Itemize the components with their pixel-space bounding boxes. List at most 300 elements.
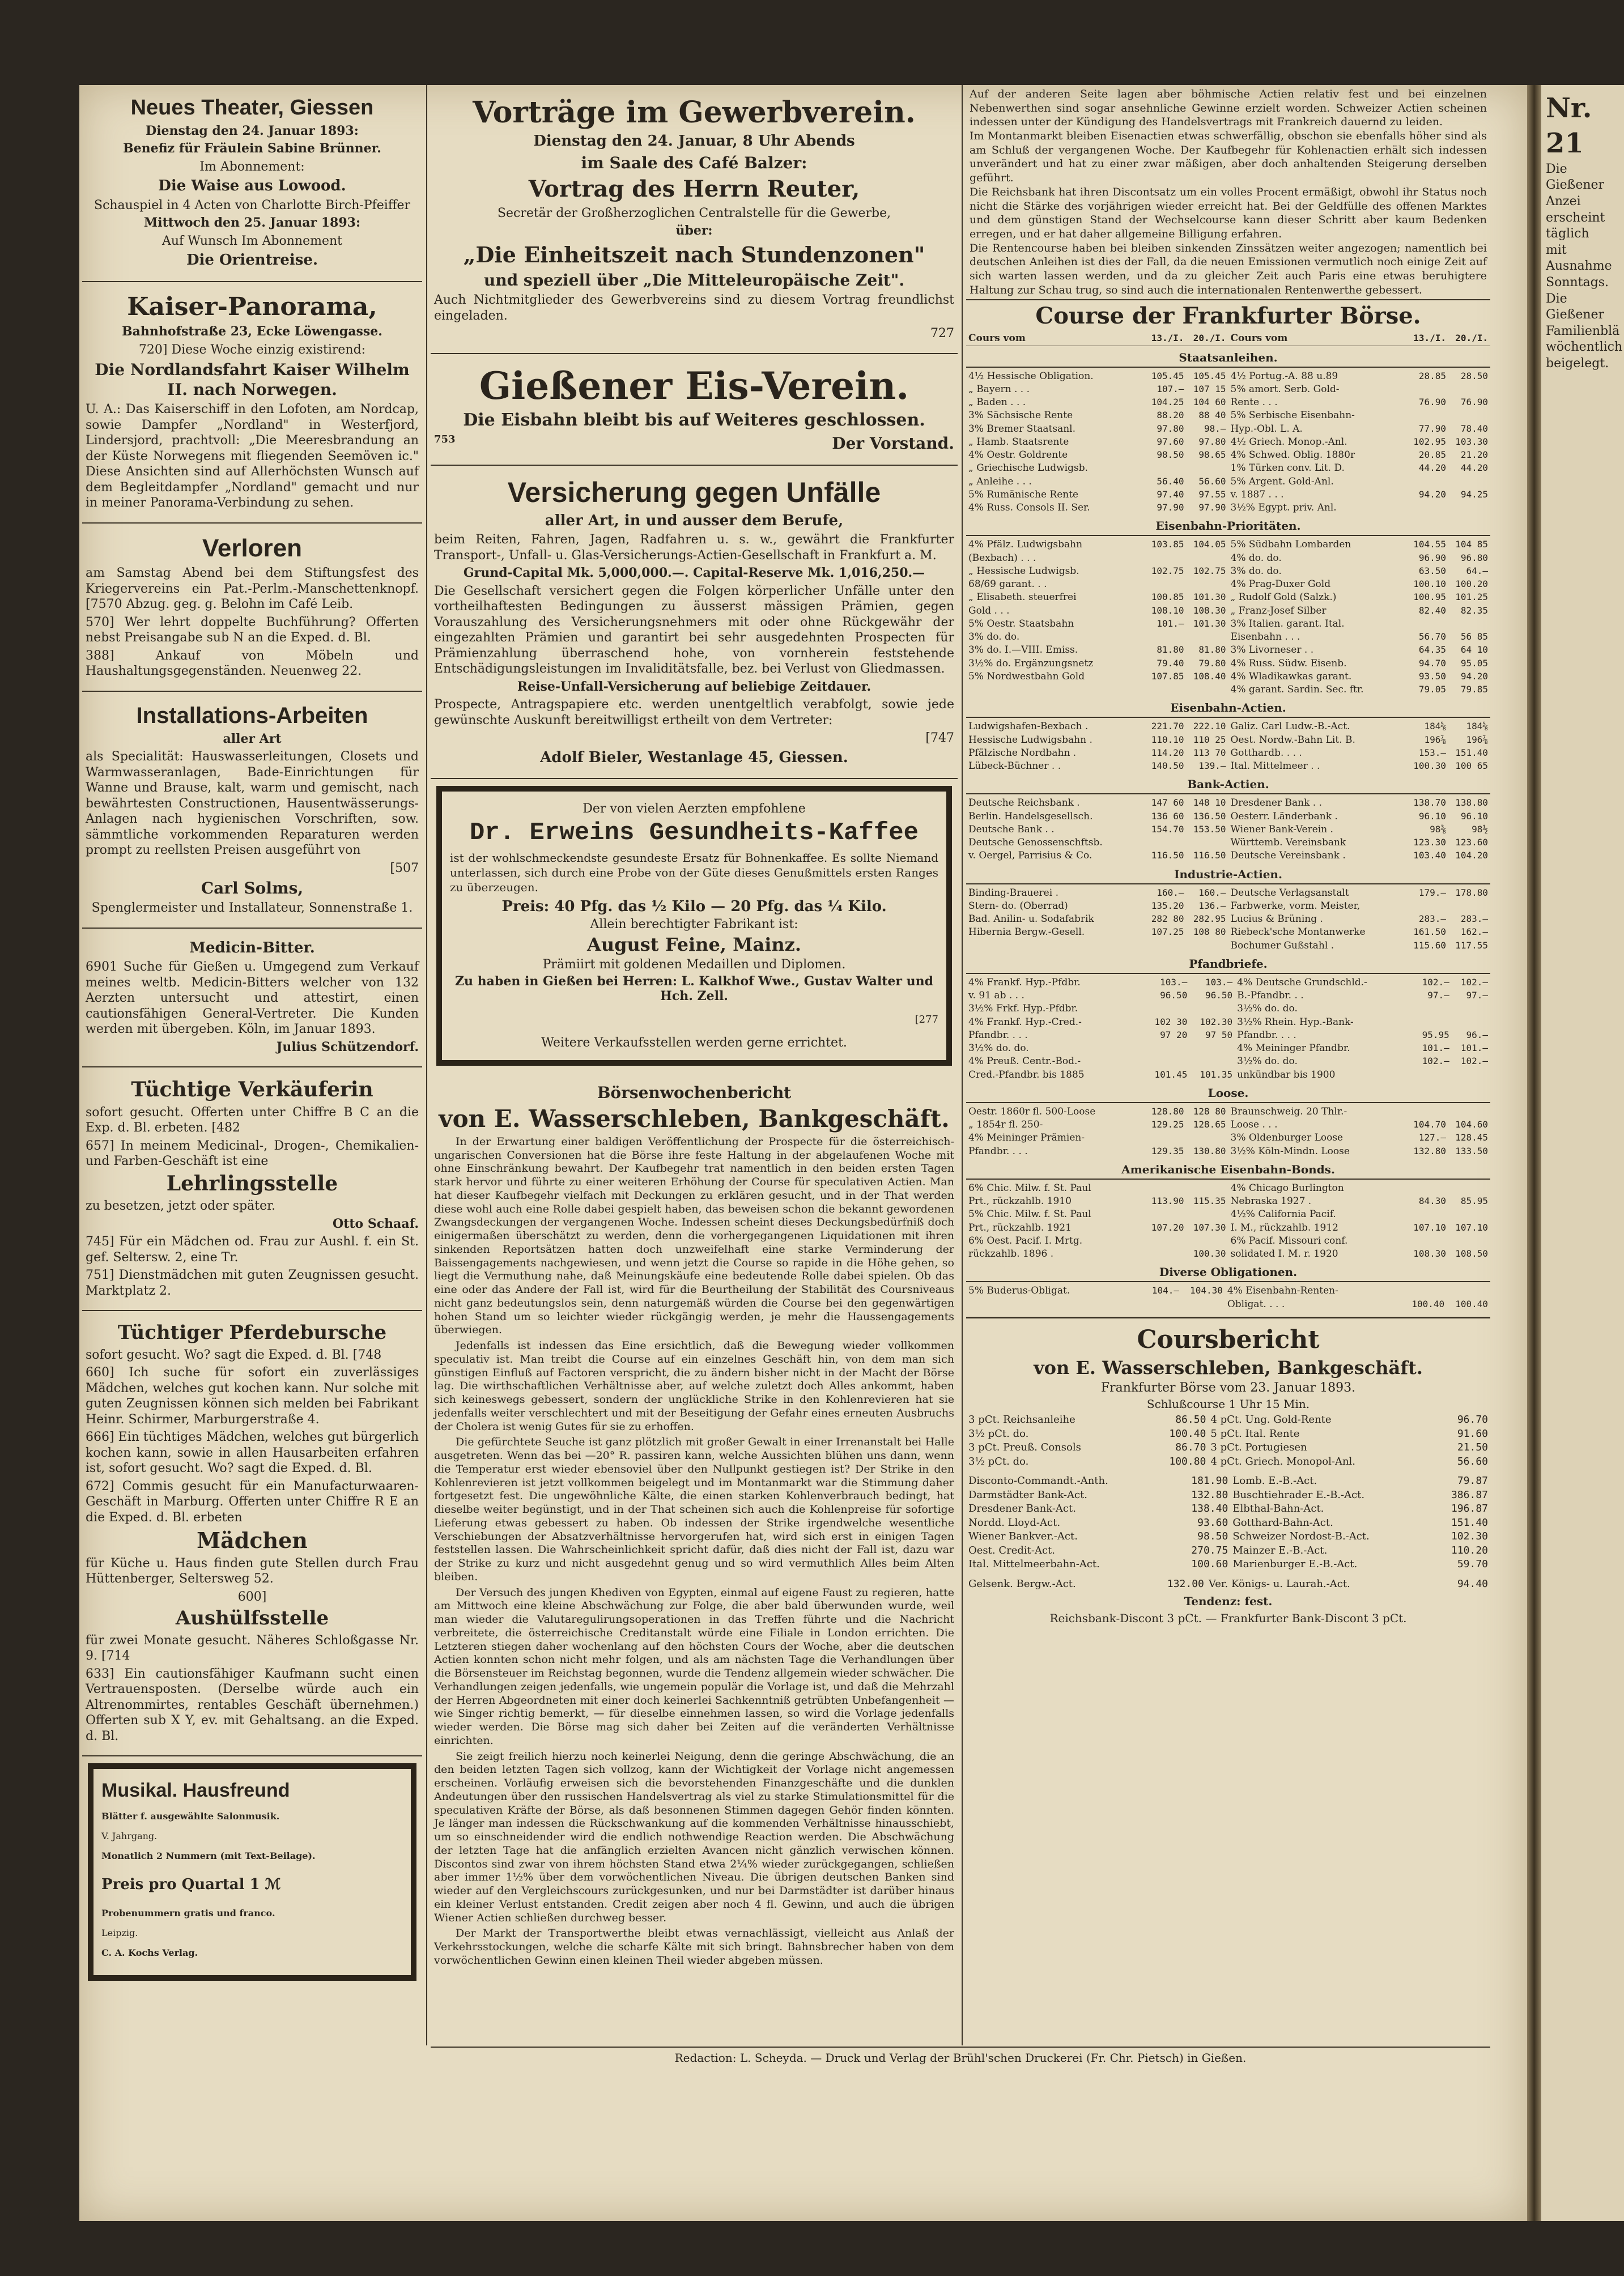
table-row [966, 1222, 1490, 1235]
table-row [966, 1530, 1490, 1544]
table-row [966, 1474, 1490, 1488]
course-table [966, 887, 1490, 952]
verkaeuferin-title: Tüchtige Verkäuferin [131, 1078, 373, 1102]
kaffee-text: ist der wohlschmeckendste gesundeste Ersatz für Bohnenkaffee. Es sollte Niemand unterlassen, sich durch eine Probe von der Güte dieses Genußmittels ersten Ranges zu überzeugen. [450, 850, 938, 894]
course-value: 93.50 [1418, 670, 1446, 682]
security-name: Prt., rückzahlb. 1910 [968, 1196, 1072, 1207]
hdr-date: 13./I. [1145, 332, 1187, 346]
course-value [1145, 1131, 1187, 1145]
security-name: Obligat. . . . [1227, 1298, 1285, 1310]
musik-title: Musikal. Hausfreund [101, 1780, 290, 1802]
course-value: 103.30 [1455, 436, 1488, 447]
security-name: „ Elisabeth. steuerfrei [968, 592, 1077, 603]
course-value: 270.75 [1191, 1544, 1228, 1556]
coursbericht-table [966, 1577, 1490, 1592]
table-row [966, 887, 1490, 900]
course-value: 104.30 [1190, 1285, 1223, 1296]
course-value: 138.80 [1455, 797, 1488, 809]
security-name: „ Hessische Ludwigsb. [968, 565, 1079, 577]
course-value: 100.30 [1193, 1248, 1226, 1260]
security-name: solidated I. M. r. 1920 [1230, 1248, 1338, 1260]
security-name: 68/69 garant. . . [968, 578, 1047, 590]
course-value: 88 40 [1198, 410, 1226, 421]
security-name: Marienburger E.-B.-Act. [1232, 1558, 1358, 1571]
security-name: Oesterr. Länderbank . [1230, 810, 1338, 822]
theater-line: Schauspiel in 4 Acten von Charlotte Birch-Pfeiffer [94, 198, 410, 212]
security-name: Deutsche Vereinsbank . [1230, 850, 1346, 862]
course-value: 283.— [1418, 913, 1446, 925]
table-row [966, 1042, 1490, 1055]
course-value: 104.05 [1193, 539, 1226, 550]
security-name: Disconto-Commandt.-Anth. [968, 1475, 1108, 1487]
course-value: 103.— [1205, 976, 1233, 988]
course-value [1452, 1069, 1490, 1082]
aushilfe-text: für zwei Monate gesucht. Näheres Schloßgasse Nr. 9. [714 [86, 1633, 419, 1664]
course-value [1187, 1208, 1228, 1221]
course-value: 96.80 [1460, 552, 1488, 563]
security-name: „ Bayern . . . [968, 383, 1030, 395]
course-value: 100.60 [1191, 1558, 1228, 1571]
security-name [966, 939, 1145, 952]
course-value: 91.60 [1457, 1427, 1488, 1440]
versicherung-text: Die Gesellschaft versichert gegen die Folgen körperlicher Unfälle unter den vortheilhaftesten Bedingungen zu äusserst mässigen Prämien, gegen Vorauszahlung des Versicherungsnehmers mit oder ohne Rückgewähr der eingezahlten Prämien und garantirt bei sehr ausgedehnten Prospecten für Prämienzahlung überraschend hohe, von vornherein feststehende Entschädigungsleistungen im Invaliditätsfalle, bez. bei Verlust von Gliedmassen. [434, 584, 954, 677]
security-name: Pfandbr. . . . [1237, 1029, 1296, 1041]
security-name: 1% Türken conv. Lit. D. [1230, 462, 1345, 474]
course-value: 98.65 [1198, 449, 1226, 461]
ad-number: [507 [390, 861, 419, 875]
lehrling-title: Lehrlingsstelle [166, 1171, 338, 1196]
course-value: 162.— [1460, 926, 1488, 938]
course-value: 184⅝ [1466, 721, 1488, 732]
edge-fragment: erscheint täglich [1546, 210, 1605, 241]
security-name: 3½ pCt. do. [968, 1455, 1029, 1467]
security-name: 3% Livorneser . . [1230, 644, 1314, 656]
vortrag-topic: „Die Einheitszeit nach Stundenzonen" [463, 241, 925, 267]
course-value [1448, 1235, 1490, 1248]
kaffee-dealers: Zu haben in Gießen bei Herren: L. Kalkhof Wwe., Gustav Walter und Hch. Zell. [454, 973, 934, 1003]
classified-line: 660] Ich suche für sofort ein zuverlässiges Mädchen, welches gut kochen kann. Nur solche mit guten Zeugnissen können sich melden bei Fabrikant Heinr. Schirmer, Marburgerstraße 4. [86, 1365, 419, 1427]
edge-fragment: Sonntags. [1546, 275, 1609, 290]
course-value [1145, 939, 1187, 952]
course-value: 138.40 [1191, 1503, 1228, 1515]
table-row [966, 409, 1490, 422]
course-value: 221.70 [1151, 721, 1184, 732]
theater-benefit: Benefiz für Fräulein Sabine Brünner. [123, 141, 381, 156]
security-name: 5% Rumänische Rente [968, 488, 1079, 500]
course-value: 97.60 [1157, 436, 1184, 447]
course-value: 101.— [1460, 1043, 1488, 1054]
course-value: 101.— [1157, 618, 1184, 629]
security-name: 4½ Hessische Obligation. [968, 370, 1094, 382]
table-row [966, 1055, 1490, 1068]
course-value: 148 10 [1193, 797, 1226, 809]
hdr-cours: Cours vom [1228, 332, 1407, 346]
security-name: Schweizer Nordost-B.-Act. [1232, 1530, 1370, 1543]
security-name: 4% garant. Sardin. Sec. ftr. [1230, 684, 1364, 696]
boerse-paragraph: Der Markt der Transportwerthe bleibt etwas vernachlässigt, vielleicht aus Anlaß der Verkehrsstockungen, welche die scharfe Kälte mit sich bringt. Bahnsbrecher haben von dem vorwöchentlichen Gewinn einen kleinen Theil wieder abgeben müssen. [434, 1927, 954, 1967]
security-name: v. 91 ab . . . [968, 990, 1024, 1002]
bitter-title: Medicin-Bitter. [189, 939, 315, 956]
course-value: 103.85 [1151, 539, 1184, 550]
security-name: „ Griechische Ludwigsb. [968, 462, 1088, 474]
security-name: Braunschweig. 20 Thlr.- [1230, 1105, 1347, 1117]
course-value: 76.90 [1460, 397, 1488, 408]
boerse-paragraph: In der Erwartung einer baldigen Veröffentlichung der Prospecte für die österreichisch-ungarischen Conversionen hat die Börse ihre feste Haltung in der abgelaufenen Woche mit ohne Einschränkung bewahrt. Der Kaufbegehr trat namentlich in den beiden ersten Tagen stark hervor und führte zu einer weiteren Erhöhung der Course für speculativen Actien. Man hat dieser Kaufbegehr vielfach mit Deckungen zu erklären gesucht, und in der That werden diese wohl auch eine Rolle dabei gespielt haben, das beweisen schon die bekannt gewordenen Zwangsdeckungen der vergangenen Woche. Indessen scheint dieses Deckungsbedürfniß doch einigermaßen überschätzt zu werden, denn die vorhergegangenen Liquidationen mit ihren sinkenden Reportsätzen hatten doch unzweifelhaft eine starke Verminderung der Baissengagements nachgewiesen, und wenn jetzt die Course so rapide in die Höhe gehen, so liegt die Vermuthung nahe, daß Meinungskäufe eine bedeutende Rolle dabei spielen. Ob das eine oder das Andere der Fall ist, wird für die Beurtheilung der Stabilität des Coursniveaus nicht ganz bedeutungslos sein, denn naturgemäß würden die Course bei den gegenwärtigen hohen Stand um so leichter wieder rückgängig werden, je mehr die Haussengagements überwiegen. [434, 1135, 954, 1337]
course-value: 107.— [1157, 383, 1184, 394]
course-value [1187, 836, 1228, 849]
course-value [1452, 1016, 1490, 1029]
course-value: 79.05 [1418, 684, 1446, 695]
table-row [966, 1298, 1490, 1311]
course-value: 84.30 [1418, 1196, 1446, 1207]
table-row [966, 1029, 1490, 1042]
course-value: 129.35 [1151, 1145, 1184, 1156]
course-value [1452, 1002, 1490, 1015]
table-row [966, 605, 1490, 618]
eisverein-sign: Der Vorstand. [832, 433, 954, 453]
security-name: Farbwerke, vorm. Meister, [1230, 900, 1361, 912]
musik-line: Monatlich 2 Nummern (mit Text-Beilage). [101, 1850, 316, 1861]
course-value [1145, 552, 1187, 565]
security-name: 4% Meininger Pfandbr. [1237, 1043, 1350, 1054]
course-value: 283.— [1460, 913, 1488, 925]
course-value: 153.— [1418, 747, 1446, 758]
course-value: 82.40 [1418, 605, 1446, 616]
table-row [966, 1502, 1490, 1516]
course-value: 140.50 [1151, 760, 1184, 772]
course-value: 44.20 [1418, 462, 1446, 474]
security-name: 3% do. do. [968, 631, 1020, 643]
table-row [966, 488, 1490, 501]
kaffee-price: Preis: 40 Pfg. das ½ Kilo — 20 Pfg. das ¼ Kilo. [501, 897, 887, 915]
course-value: 128.80 [1151, 1105, 1184, 1117]
table-row [966, 383, 1490, 396]
security-name: Stern- do. (Oberrad) [968, 900, 1068, 912]
course-value: 56 85 [1460, 631, 1488, 643]
course-value: 386.87 [1451, 1488, 1488, 1501]
table-row [966, 1118, 1490, 1131]
course-value: 79.80 [1198, 657, 1226, 669]
theater-date: Dienstag den 24. Januar 1893: [146, 123, 359, 138]
course-value: 115.35 [1193, 1196, 1226, 1207]
course-value [1181, 1298, 1225, 1311]
course-value [1448, 1105, 1490, 1118]
course-value: 108.40 [1193, 670, 1226, 682]
course-value [1448, 475, 1490, 488]
course-value: 56.70 [1418, 631, 1446, 643]
course-table [966, 1182, 1490, 1261]
kaffee-ad [436, 786, 952, 1065]
course-value: 96.50 [1160, 990, 1188, 1001]
installations-title: Installations-Arbeiten [136, 703, 368, 728]
ad-number: 727 [930, 326, 954, 341]
course-value: 108.30 [1193, 605, 1226, 616]
security-name: 4% Schwed. Oblig. 1880r [1230, 449, 1355, 461]
course-value: 79.85 [1460, 684, 1488, 695]
course-value: 136.50 [1193, 810, 1226, 822]
course-value [1447, 1284, 1490, 1297]
table-row [966, 734, 1490, 747]
course-value: 222.10 [1193, 721, 1226, 732]
security-name: 4% Eisenbahn-Renten- [1227, 1285, 1338, 1297]
table-row [966, 1235, 1490, 1248]
security-name: „ Baden . . . [968, 397, 1026, 409]
security-name: 5% Chic. Milw. f. St. Paul [968, 1209, 1091, 1220]
course-value [1413, 1016, 1452, 1029]
course-section-title: Amerikanische Eisenbahn-Bonds. [966, 1163, 1490, 1180]
frankfurt-courses [966, 299, 1490, 1311]
security-name: 5% Serbische Eisenbahn- [1230, 410, 1355, 422]
edge-fragment: Gießener Anzei [1546, 178, 1605, 209]
security-name: Württemb. Vereinsbank [1230, 837, 1346, 849]
panorama-ad [82, 282, 422, 524]
security-name: 5% Argent. Gold-Anl. [1230, 475, 1334, 487]
table-row [966, 1284, 1490, 1297]
course-value: 179.— [1418, 887, 1446, 898]
ad-number: [747 [925, 731, 954, 746]
course-value [1448, 409, 1490, 422]
vortrag-line: Secretär der Großherzoglichen Centralstelle für die Gewerbe, [497, 206, 891, 220]
vortrag-line: über: [675, 223, 713, 239]
security-name: 3% do. do. [1230, 565, 1282, 577]
boerse-title: von E. Wasserschleben, Bankgeschäft. [439, 1104, 950, 1133]
course-value: 196.87 [1451, 1503, 1488, 1515]
course-value: 97.80 [1157, 423, 1184, 434]
course-value: 100.10 [1413, 578, 1446, 590]
course-value: 100.80 [1169, 1455, 1206, 1467]
course-value: 28.50 [1460, 370, 1488, 381]
course-section-title: Pfandbriefe. [966, 957, 1490, 974]
edge-issue-number: Nr. 21 [1546, 92, 1592, 160]
course-section-title: Staatsanleihen. [966, 351, 1490, 368]
course-value: 56.40 [1157, 475, 1184, 487]
security-name: Loose . . . [1230, 1119, 1278, 1131]
coursbericht-date: Frankfurter Börse vom 23. Januar 1893. [1100, 1381, 1356, 1396]
security-name: 3½% do. do. [1237, 1003, 1298, 1015]
course-value: 20.85 [1418, 449, 1446, 461]
security-name: (Bexbach) . . . [968, 552, 1036, 564]
coursbericht-discount: Reichsbank-Discont 3 pCt. — Frankfurter Bank-Discont 3 pCt. [1049, 1611, 1407, 1626]
course-value: 94.20 [1460, 670, 1488, 682]
security-name: Darmstädter Bank-Act. [968, 1488, 1088, 1501]
table-row [966, 1455, 1490, 1469]
course-value: 104.— [1151, 1285, 1180, 1296]
course-value: 113 70 [1193, 747, 1226, 758]
table-row [966, 1248, 1490, 1261]
table-row [966, 926, 1490, 939]
security-name: Deutsche Bank . . [968, 823, 1055, 835]
table-row [966, 618, 1490, 631]
security-name: Riebeck'sche Montanwerke [1230, 926, 1366, 938]
table-row [966, 836, 1490, 849]
security-name: 5% Buderus-Obligat. [968, 1285, 1070, 1297]
course-value: 100.40 [1169, 1427, 1206, 1440]
course-sections [966, 351, 1490, 1311]
course-value: 132.80 [1191, 1488, 1228, 1501]
security-name: Dresdener Bank . . [1230, 797, 1323, 809]
maedchen-text: für Küche u. Haus finden gute Stellen durch Frau Hüttenberger, Seltersweg 52. [86, 1556, 419, 1586]
musik-line: Blätter f. ausgewählte Salonmusik. [101, 1810, 280, 1822]
course-value [1145, 683, 1187, 696]
classified-line: 633] Ein cautionsfähiger Kaufmann sucht einen Vertrauensposten. (Derselbe würde auch ein Altrenommirtes, rentables Geschäft übernehmen.) Offerten sub X Y, ev. mit Gehaltsang. an die Exped. d. Bl. [86, 1666, 419, 1743]
course-value: 103.40 [1413, 850, 1446, 861]
security-name: Rente . . . [1230, 397, 1278, 409]
theater-title: Neues Theater, Giessen [130, 96, 374, 120]
course-table [966, 1105, 1490, 1158]
course-value [1145, 1208, 1187, 1221]
pferd-title: Tüchtiger Pferdebursche [117, 1321, 387, 1345]
coursbericht-table [966, 1474, 1490, 1572]
course-value: 97 20 [1160, 1029, 1188, 1040]
course-value: 78.40 [1460, 423, 1488, 434]
versicherung-agent: Adolf Bieler, Westanlage 45, Giessen. [540, 748, 848, 766]
classified-line: 666] Ein tüchtiges Mädchen, welches gut bürgerlich kochen kann, sowie in allen Hausarbeiten erfahren ist, sofort gesucht. Wo? sagt die Exped. d. Bl. [86, 1430, 419, 1476]
course-value: 28.85 [1418, 370, 1446, 381]
table-row [966, 396, 1490, 409]
edge-fragment: mit Ausnahme [1546, 243, 1612, 274]
security-name: 4½% California Pacif. [1230, 1209, 1336, 1220]
verkaeuferin-ad [82, 1067, 422, 1311]
course-value: 128 80 [1193, 1105, 1226, 1117]
course-value: 103.— [1160, 976, 1188, 988]
course-value [1413, 1069, 1452, 1082]
verloren-title: Verloren [202, 534, 303, 562]
security-name: Pfandbr. . . . [968, 1145, 1028, 1157]
course-value: 160.— [1157, 887, 1184, 898]
security-name: 5% Südbahn Lombarden [1230, 539, 1351, 551]
course-value: 76.90 [1418, 397, 1446, 408]
course-value: 133.50 [1455, 1145, 1488, 1156]
course-value: 160.— [1198, 887, 1226, 898]
course-value [1187, 1131, 1228, 1145]
course-value: 107.25 [1151, 926, 1184, 938]
classified-line: 672] Commis gesucht für ein Manufacturwaaren-Geschäft in Marburg. Offerten unter Chiffre R E an die Exped. d. Bl. erbeten [86, 1479, 419, 1525]
course-value: 21.20 [1460, 449, 1488, 461]
course-value: 102.30 [1200, 1016, 1233, 1027]
table-row [966, 1488, 1490, 1503]
versicherung-ad [431, 466, 958, 780]
course-value: 94.70 [1418, 657, 1446, 669]
course-value: 93.60 [1197, 1516, 1228, 1529]
bitter-sign: Julius Schützendorf. [276, 1039, 419, 1054]
course-value: 110.10 [1151, 734, 1184, 745]
table-row [966, 657, 1490, 670]
eisverein-notice: Die Eisbahn bleibt bis auf Weiteres geschlossen. [463, 410, 925, 431]
security-name: 4% Russ. Südw. Eisenb. [1230, 657, 1347, 669]
versicherung-line: beim Reiten, Fahren, Jagen, Radfahren u. s. w., gewährt die Frankfurter Transport-, Unfall- u. Glas-Versicherungs-Actien-Gesellschaft in Frankfurt a. M. [434, 533, 954, 563]
column-rule [426, 85, 427, 2045]
bitter-text: 6901 Suche für Gießen u. Umgegend zum Verkauf meines weltb. Medicin-Bitters welcher von 132 Aerzten untersucht und attestirt, einen cautionsfähigen General-Vertreter. Die Kunden werden mit übergeben. Köln, im Januar 1893. [86, 960, 419, 1037]
security-name: 4% Deutsche Grundschld.- [1237, 976, 1367, 988]
course-value: 79.40 [1157, 657, 1184, 669]
coursbericht [966, 1317, 1490, 1625]
course-value: 102.— [1422, 976, 1449, 988]
course-value: 130.80 [1193, 1145, 1226, 1156]
course-value: 59.70 [1457, 1558, 1488, 1571]
security-name: 5% Oestr. Staatsbahn [968, 618, 1074, 629]
security-name: „ 1854r fl. 250- [968, 1119, 1043, 1131]
course-table [966, 538, 1490, 696]
course-value: 128.65 [1193, 1119, 1226, 1130]
course-value [1145, 1248, 1187, 1261]
security-name: Buschtiehrader E.-B.-Act. [1232, 1488, 1365, 1501]
course-value: 98⅜ [1430, 823, 1446, 835]
course-value [1187, 683, 1228, 696]
boersen-bericht [431, 1073, 958, 1979]
security-name: 3½ pCt. do. [968, 1427, 1029, 1440]
security-name: Mainzer E.-B.-Act. [1232, 1544, 1328, 1556]
course-value: 147 60 [1151, 797, 1184, 809]
course-value: 108.30 [1413, 1248, 1446, 1260]
table-row [966, 1427, 1490, 1441]
course-value [1187, 1235, 1228, 1248]
course-value: 100.85 [1151, 592, 1184, 603]
musik-line: Probenummern gratis und franco. [101, 1907, 275, 1918]
course-value: 101.25 [1455, 592, 1488, 603]
column-rule [962, 85, 963, 2045]
course-value: 88.20 [1157, 410, 1184, 421]
gewerbverein-ad [431, 85, 958, 354]
security-name: 6% Chic. Milw. f. St. Paul [968, 1182, 1091, 1194]
course-value: 100.40 [1412, 1298, 1445, 1309]
course-value: 96.70 [1457, 1414, 1488, 1426]
course-value: 104.70 [1413, 1119, 1446, 1130]
kaffee-title: Dr. Erweins Gesundheits-Kaffee [469, 819, 919, 848]
ad-number: 600] [237, 1589, 267, 1604]
hdr-date: 20./I. [1187, 332, 1228, 346]
security-name: „ Hamb. Staatsrente [968, 436, 1069, 448]
course-section-title: Loose. [966, 1086, 1490, 1103]
course-value [1145, 1235, 1187, 1248]
course-value: 97 50 [1205, 1029, 1233, 1040]
course-value: 102.— [1460, 976, 1488, 988]
security-name: Binding-Brauerei . [968, 887, 1058, 899]
security-name: 4% Frankf. Hyp.-Pfdbr. [968, 976, 1081, 988]
security-name: Ver. Königs- u. Laurah.-Act. [1208, 1577, 1350, 1590]
table-row [966, 1069, 1490, 1082]
course-value [1406, 475, 1448, 488]
security-name: Galiz. Carl Ludw.-B.-Act. [1230, 721, 1350, 733]
boerse-paragraph: Sie zeigt freilich hierzu noch keinerlei Neigung, denn die geringe Abschwächung, die an den beiden letzten Tagen sich vollzog, kann der Wichtigkeit der Vorlage nicht angemessen erscheinen. Vorläufig erweisen sich die bevorstehenden Finanzgeschäfte und die dunklen Andeutungen über den russischen Handelsvertrag als viel zu starke Stimulationsmittel für die speculativen Kräfte der Börse, als daß besonnenen Stimmen dagegen Gehör finden könnten. Je länger man indessen die Rückschwankung auf die kommenden Verhältnisse hinausschiebt, um so einschneidender wird die endlich nothwendige Reaction werden. Die Abschwächung der letzten Tage hat die anfänglich erzielten Avancen nicht gänzlich verwischen können. Discontos sind zwar von ihrem höchsten Stand etwa 2¼% wieder zurückgegangen, schließen aber immer 1½% über dem vorwöchentlichen Niveau. Die übrigen deutschen Banken sind wieder auf den Vergleichscours zurückgesunken, und nur bei Darmstädter ist darüber hinaus ein kleiner Verlust entstanden. Credit zeigen aber noch 4 fl. Gewinn, und auch die übrigen Wiener Actien schließen durchweg besser. [434, 1750, 954, 1924]
table-row [966, 552, 1490, 565]
course-value [1187, 578, 1228, 591]
course-value: 116.50 [1151, 850, 1184, 861]
security-name: 4% Russ. Consols II. Ser. [968, 502, 1090, 514]
verloren-ad [82, 524, 422, 692]
security-name: Gelsenk. Bergw.-Act. [968, 1577, 1076, 1590]
panorama-title: Kaiser-Panorama, [127, 292, 377, 321]
course-value: 136 60 [1151, 810, 1184, 822]
security-name: unkündbar bis 1900 [1237, 1069, 1336, 1080]
course-value: 107.30 [1193, 1222, 1226, 1233]
course-value: 98.50 [1157, 449, 1184, 461]
course-value: 110.20 [1451, 1544, 1488, 1556]
course-value: 196⅞ [1466, 734, 1488, 745]
course-value: 97.— [1427, 990, 1449, 1001]
security-name: 4% Prag-Duxer Gold [1230, 578, 1331, 590]
security-name: 3% Italien. garant. Ital. [1230, 618, 1345, 629]
course-value: 94.20 [1418, 488, 1446, 500]
course-value: 82.35 [1460, 605, 1488, 616]
table-row [966, 670, 1490, 683]
course-value: 97.40 [1157, 488, 1184, 500]
edge-fragment: Die [1546, 161, 1567, 176]
coursbericht-title: Coursbericht [1137, 1325, 1320, 1354]
course-value [1448, 501, 1490, 514]
installations-ad [82, 692, 422, 929]
course-value [1145, 1002, 1190, 1015]
security-name: 4 pCt. Griech. Monopol-Anl. [1210, 1455, 1356, 1467]
